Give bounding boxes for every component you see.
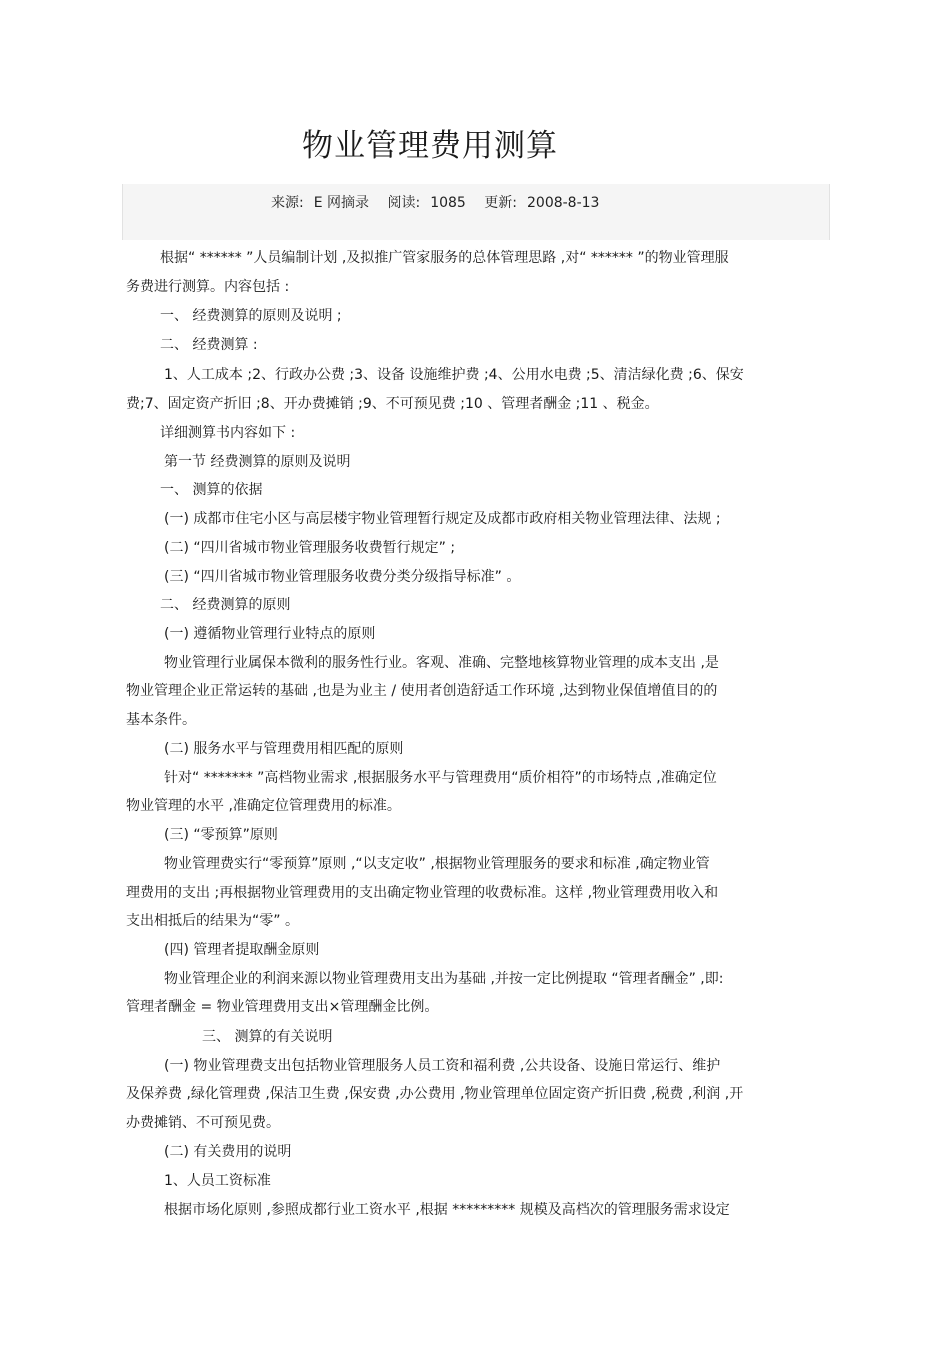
body-line: 详细测算书内容如下 :: [160, 425, 296, 441]
body-line: 1、人员工资标准: [164, 1173, 271, 1189]
update-label: 更新:: [484, 195, 517, 211]
body-line: (二) 服务水平与管理费用相匹配的原则: [164, 741, 404, 757]
body-line: 物业管理企业正常运转的基础 ,也是为业主 / 使用者创造舒适工作环境 ,达到物业保值增值目的的: [126, 683, 718, 699]
body-line: (四) 管理者提取酬金原则: [164, 942, 320, 958]
body-line: 针对“ ******* ”高档物业需求 ,根据服务水平与管理费用“质价相符”的市场特点 ,准确定位: [164, 770, 717, 786]
body-line: 务费进行测算。内容包括 :: [126, 279, 290, 295]
body-line: 1、人工成本 ;2、行政办公费 ;3、设备 设施维护费 ;4、公用水电费 ;5、清洁绿化费 ;6、保安: [164, 367, 744, 383]
body-line: 物业管理企业的利润来源以物业管理费用支出为基础 ,并按一定比例提取 “管理者酬金” ,即:: [164, 971, 724, 987]
source-value: E 网摘录: [313, 195, 370, 211]
body-line: 根据市场化原则 ,参照成都行业工资水平 ,根据 ********* 规模及高档次的管理服务需求设定: [164, 1202, 730, 1218]
body-line: (二) “四川省城市物业管理服务收费暂行规定” ;: [164, 540, 456, 556]
body-line: 费;7、固定资产折旧 ;8、开办费摊销 ;9、不可预见费 ;10 、管理者酬金 ;11 、税金。: [126, 396, 659, 412]
page-title: 物业管理费用测算: [302, 128, 558, 164]
body-line: (一) 成都市住宅小区与高层楼宇物业管理暂行规定及成都市政府相关物业管理法律、法规 ;: [164, 511, 721, 527]
body-line: 一、 经费测算的原则及说明 ;: [160, 308, 342, 324]
body-line: (三) “四川省城市物业管理服务收费分类分级指导标准” 。: [164, 569, 521, 585]
update-date: 2008-8-13: [527, 195, 600, 211]
body-line: 一、 测算的依据: [160, 482, 263, 498]
body-line: 二、 经费测算 :: [160, 337, 258, 353]
body-line: 理费用的支出 ;再根据物业管理费用的支出确定物业管理的收费标准。这样 ,物业管理费用收入和: [126, 885, 719, 901]
body-line: 办费摊销、不可预见费。: [126, 1115, 280, 1131]
body-line: 三、 测算的有关说明: [202, 1029, 333, 1045]
article-meta: [271, 192, 609, 212]
body-line: (二) 有关费用的说明: [164, 1144, 292, 1160]
body-line: 物业管理的水平 ,准确定位管理费用的标准。: [126, 798, 401, 814]
body-line: 及保养费 ,绿化管理费 ,保洁卫生费 ,保安费 ,办公费用 ,物业管理单位固定资产折旧费 ,税费 ,利润 ,开: [126, 1086, 744, 1102]
read-label: 阅读:: [387, 195, 421, 211]
read-count: 1085: [430, 195, 466, 211]
body-line: (三) “零预算”原则: [164, 827, 278, 843]
body-line: 管理者酬金 = 物业管理费用支出×管理酬金比例。: [126, 999, 439, 1015]
article-meta-bar: [122, 184, 830, 240]
source-label: 来源:: [271, 195, 304, 211]
body-line: 二、 经费测算的原则: [160, 597, 291, 613]
body-line: 根据“ ****** ”人员编制计划 ,及拟推广管家服务的总体管理思路 ,对“ ****** ”的物业管理服: [160, 250, 729, 266]
section-heading: 第一节 经费测算的原则及说明: [164, 454, 351, 470]
body-line: 基本条件。: [126, 712, 196, 728]
body-line: 物业管理费实行“零预算”原则 ,“以支定收” ,根据物业管理服务的要求和标准 ,确定物业管: [164, 856, 710, 872]
body-line: (一) 物业管理费支出包括物业管理服务人员工资和福利费 ,公共设备、设施日常运行、维护: [164, 1058, 721, 1074]
body-line: 支出相抵后的结果为“零” 。: [126, 913, 299, 929]
body-line: 物业管理行业属保本微利的服务性行业。客观、准确、完整地核算物业管理的成本支出 ,是: [164, 655, 719, 671]
body-line: (一) 遵循物业管理行业特点的原则: [164, 626, 376, 642]
